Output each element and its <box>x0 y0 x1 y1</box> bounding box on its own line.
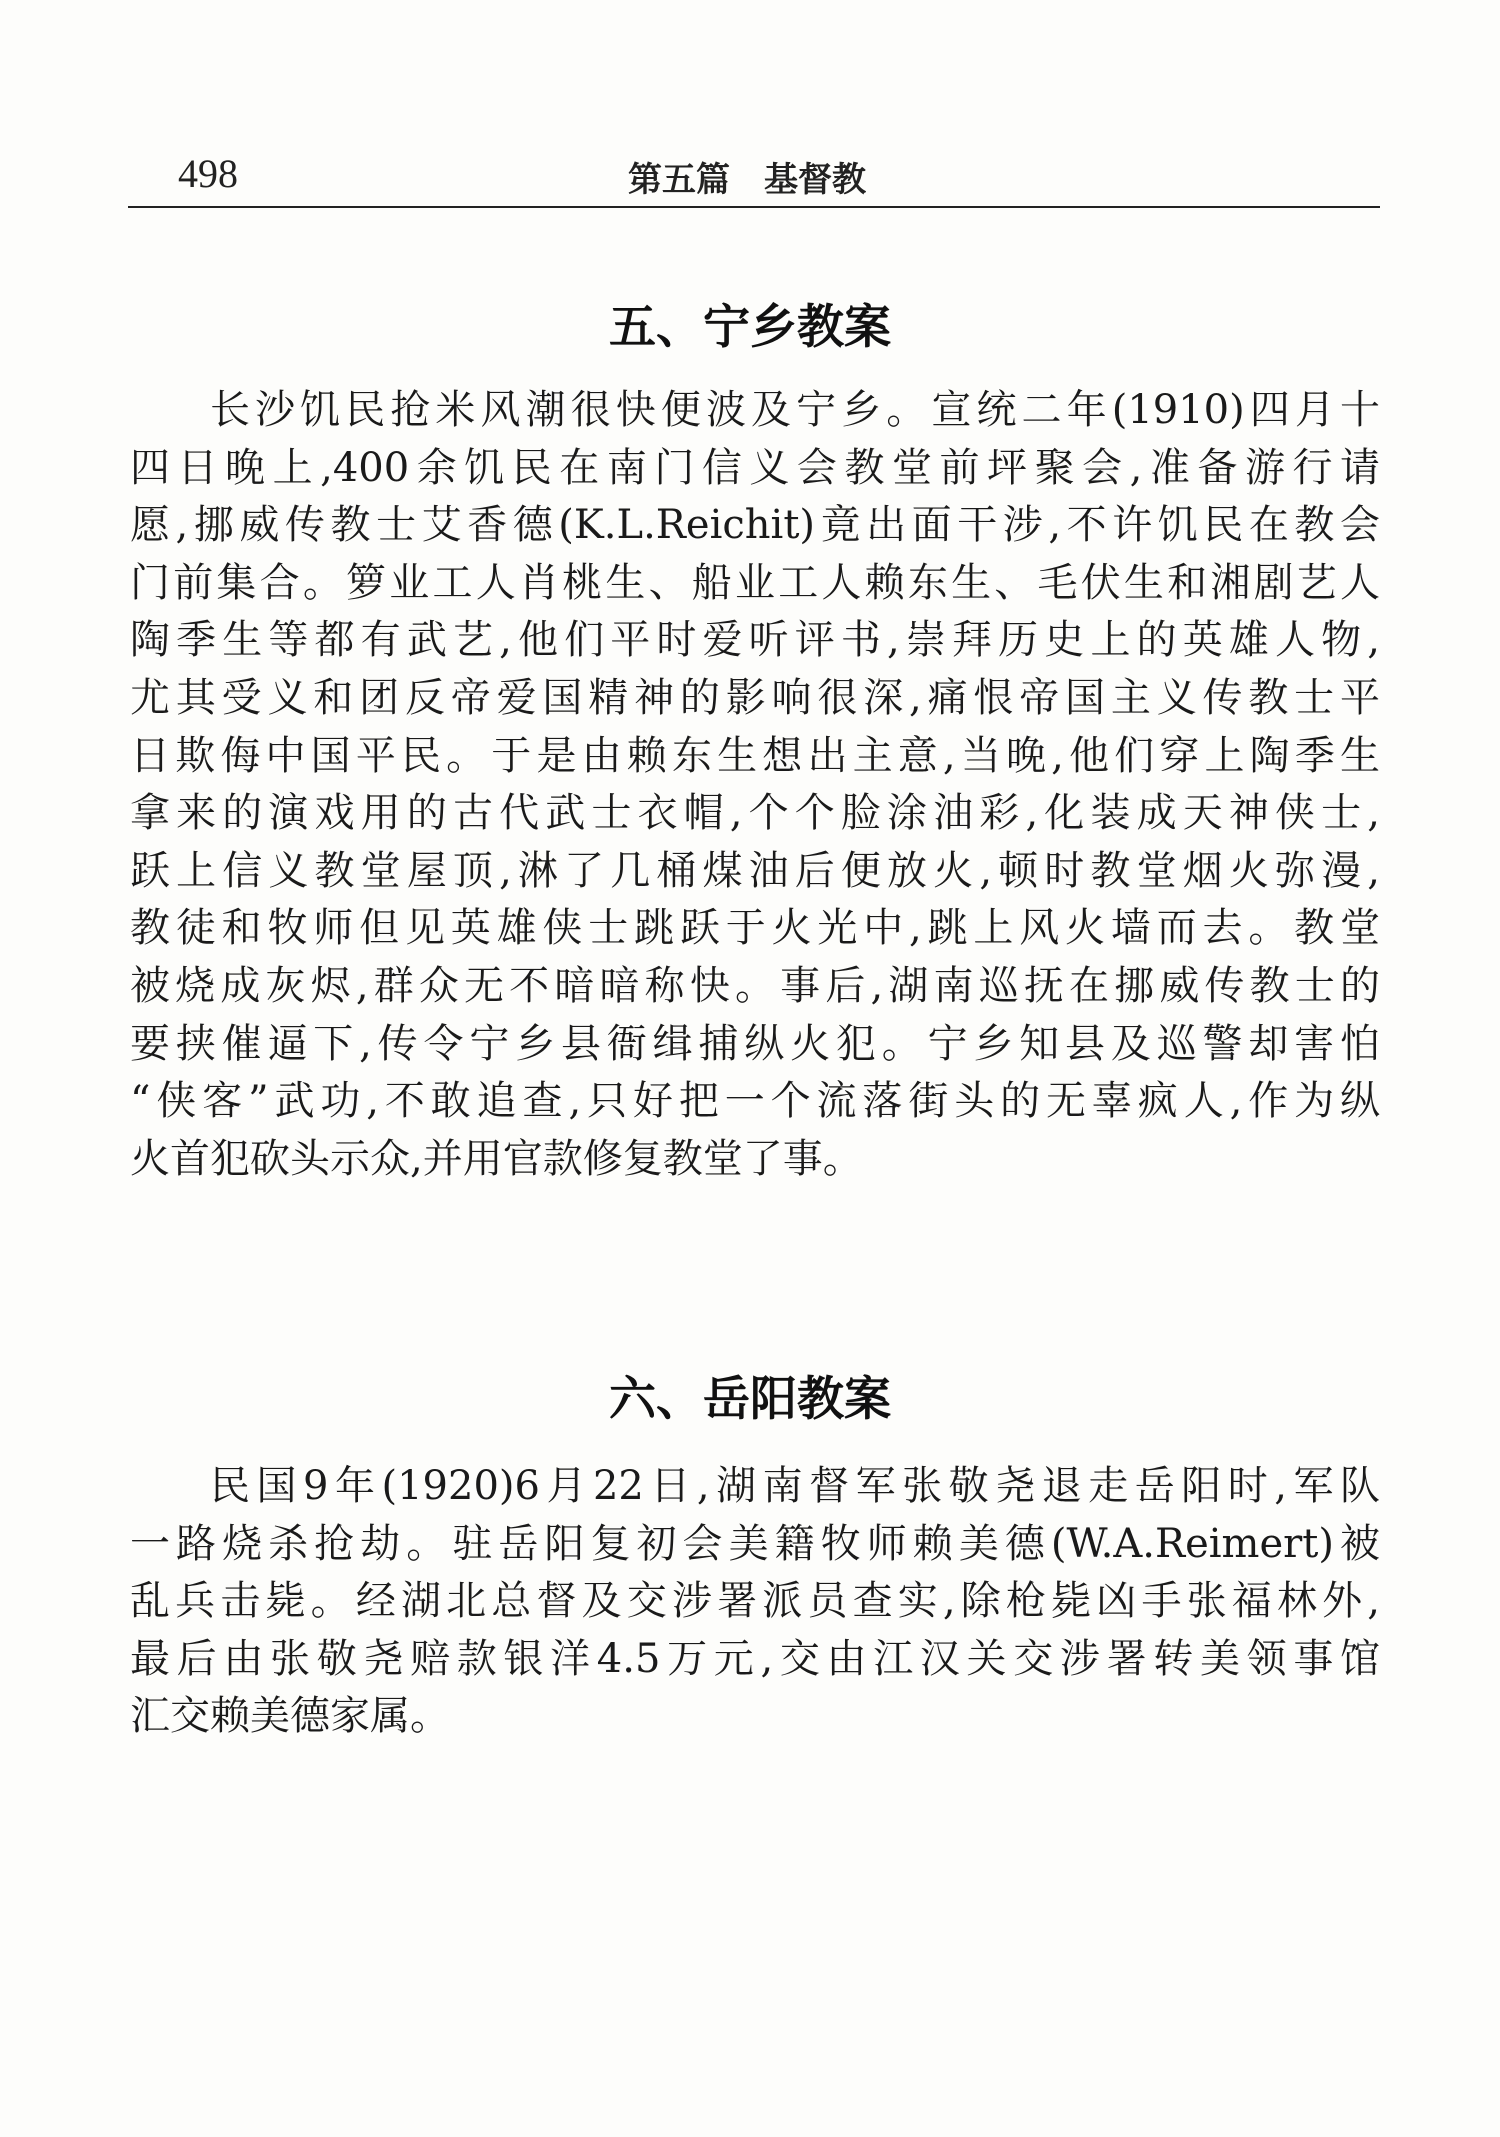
text-line: 火首犯砍头示众,并用官款修复教堂了事。 <box>130 1135 863 1182</box>
text-line: 跃上信义教堂屋顶,淋了几桶煤油后便放火,顿时教堂烟火弥漫, <box>130 847 1380 894</box>
text-line: 愿,挪威传教士艾香德(K.L.Reichit)竟出面干涉,不许饥民在教会 <box>130 502 1380 549</box>
text-line: 汇交赖美德家属。 <box>130 1693 450 1740</box>
text-line: “侠客”武功,不敢追查,只好把一个流落街头的无辜疯人,作为纵 <box>130 1078 1380 1125</box>
section-title-yueyang: 六、岳阳教案 <box>609 1372 891 1427</box>
paragraph-yueyang <box>130 1458 1380 1746</box>
running-header <box>128 140 1380 208</box>
section-title-ningxiang: 五、宁乡教案 <box>609 300 891 355</box>
text-line: 教徒和牧师但见英雄侠士跳跃于火光中,跳上风火墙而去。教堂 <box>130 905 1380 952</box>
text-line: 最后由张敬尧赔款银洋4.5万元,交由江汉关交涉署转美领事馆 <box>130 1635 1380 1682</box>
paragraph-ningxiang <box>130 382 1380 1188</box>
page-number: 498 <box>178 151 238 196</box>
text-line: 乱兵击毙。经湖北总督及交涉署派员查实,除枪毙凶手张福林外, <box>130 1578 1380 1625</box>
text-line: 要挟催逼下,传令宁乡县衙缉捕纵火犯。宁乡知县及巡警却害怕 <box>130 1020 1380 1067</box>
running-head-title: 第五篇 基督教 <box>628 160 866 200</box>
text-line: 被烧成灰烬,群众无不暗暗称快。事后,湖南巡抚在挪威传教士的 <box>130 962 1380 1009</box>
text-line: 门前集合。箩业工人肖桃生、船业工人赖东生、毛伏生和湘剧艺人 <box>130 559 1380 606</box>
text-line: 尤其受义和团反帝爱国精神的影响很深,痛恨帝国主义传教士平 <box>130 674 1380 721</box>
text-line: 陶季生等都有武艺,他们平时爱听评书,崇拜历史上的英雄人物, <box>130 617 1380 664</box>
text-line: 四日晚上,400余饥民在南门信义会教堂前坪聚会,准备游行请 <box>130 444 1380 491</box>
text-line: 民国9年(1920)6月22日,湖南督军张敬尧退走岳阳时,军队 <box>210 1463 1380 1509</box>
text-line: 长沙饥民抢米风潮很快便波及宁乡。宣统二年(1910)四月十 <box>210 387 1380 433</box>
text-line: 拿来的演戏用的古代武士衣帽,个个脸涂油彩,化装成天神侠士, <box>130 790 1380 837</box>
text-line: 一路烧杀抢劫。驻岳阳复初会美籍牧师赖美德(W.A.Reimert)被 <box>130 1520 1380 1567</box>
text-line: 日欺侮中国平民。于是由赖东生想出主意,当晚,他们穿上陶季生 <box>130 732 1380 779</box>
